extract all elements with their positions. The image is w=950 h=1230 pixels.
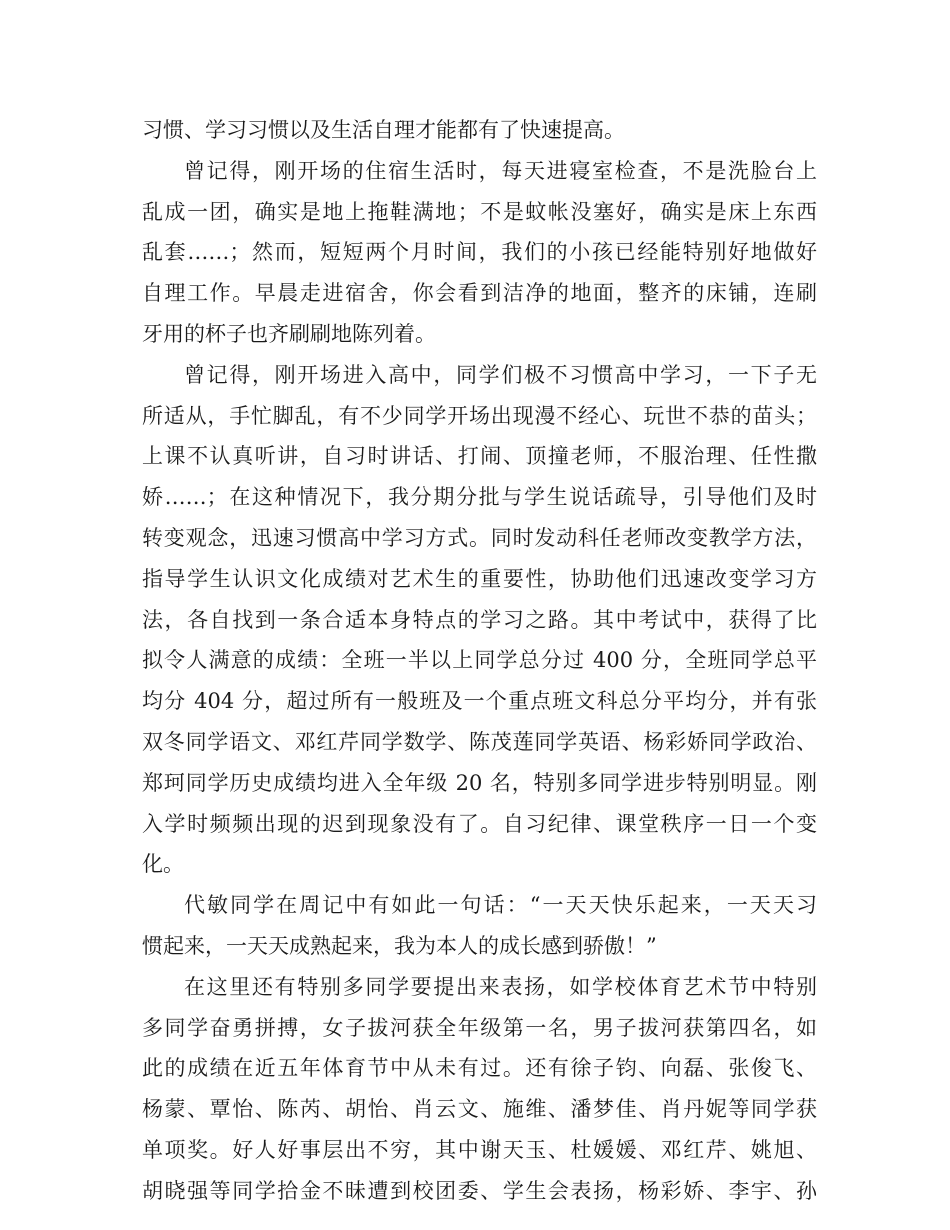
text-line: 自理工作。早晨走进宿舍，你会看到洁净的地面，整齐的床铺，连刷 bbox=[142, 281, 817, 306]
text-line: 所适从，手忙脚乱，有不少同学开场出现漫不经心、玩世不恭的苗头； bbox=[142, 403, 817, 428]
text-line: 化。 bbox=[142, 852, 184, 877]
text-line: 上课不认真听讲，自习时讲话、打闹、顶撞老师，不服治理、任性撒 bbox=[142, 444, 817, 469]
text-line: 指导学生认识文化成绩对艺术生的重要性，协助他们迅速改变学习方 bbox=[142, 566, 817, 591]
paragraph-first-line: 代敏同学在周记中有如此一句话：“一天天快乐起来，一天天习 bbox=[184, 893, 817, 918]
text-line: 均分 404 分，超过所有一般班及一个重点班文科总分平均分，并有张 bbox=[142, 689, 817, 714]
text-line: 郑珂同学历史成绩均进入全年级 20 名，特别多同学进步特别明显。刚 bbox=[142, 770, 817, 795]
text-line: 转变观念，迅速习惯高中学习方式。同时发动科任老师改变教学方法， bbox=[142, 525, 817, 550]
text-line: 娇……；在这种情况下，我分期分批与学生说话疏导，引导他们及时 bbox=[142, 485, 817, 510]
text-line: 入学时频频出现的迟到现象没有了。自习纪律、课堂秩序一日一个变 bbox=[142, 811, 817, 836]
text-line: 法，各自找到一条合适本身特点的学习之路。其中考试中，获得了比 bbox=[142, 607, 817, 632]
paragraph-first-line: 在这里还有特别多同学要提出来表扬，如学校体育艺术节中特别 bbox=[184, 974, 817, 999]
text-line: 胡晓强等同学拾金不昧遭到校团委、学生会表扬，杨彩娇、李宇、孙 bbox=[142, 1178, 817, 1203]
text-line: 拟令人满意的成绩：全班一半以上同学总分过 400 分，全班同学总平 bbox=[142, 648, 817, 673]
text-line: 此的成绩在近五年体育节中从未有过。还有徐子钧、向磊、张俊飞、 bbox=[142, 1056, 817, 1081]
text-line: 杨蒙、覃怡、陈芮、胡怡、肖云文、施维、潘梦佳、肖丹妮等同学获 bbox=[142, 1097, 817, 1122]
text-line: 单项奖。好人好事层出不穷，其中谢天玉、杜媛媛、邓红芹、姚旭、 bbox=[142, 1137, 817, 1162]
text-line: 多同学奋勇拼搏，女子拔河获全年级第一名，男子拔河获第四名，如 bbox=[142, 1015, 817, 1040]
text-line: 乱成一团，确实是地上拖鞋满地；不是蚊帐没塞好，确实是床上东西 bbox=[142, 199, 817, 224]
text-line: 习惯、学习习惯以及生活自理才能都有了快速提高。 bbox=[142, 118, 625, 142]
text-line: 惯起来，一天天成熟起来，我为本人的成长感到骄傲！” bbox=[142, 933, 657, 958]
text-line: 乱套……；然而，短短两个月时间，我们的小孩已经能特别好地做好 bbox=[142, 240, 817, 265]
body-text bbox=[142, 110, 817, 1212]
text-line: 双冬同学语文、邓红芹同学数学、陈茂莲同学英语、杨彩娇同学政治、 bbox=[142, 729, 817, 754]
text-line: 牙用的杯子也齐刷刷地陈列着。 bbox=[142, 321, 436, 346]
paragraph-first-line: 曾记得，刚开场进入高中，同学们极不习惯高中学习，一下子无 bbox=[184, 362, 817, 387]
paragraph-first-line: 曾记得，刚开场的住宿生活时，每天进寝室检查，不是洗脸台上 bbox=[184, 158, 817, 183]
